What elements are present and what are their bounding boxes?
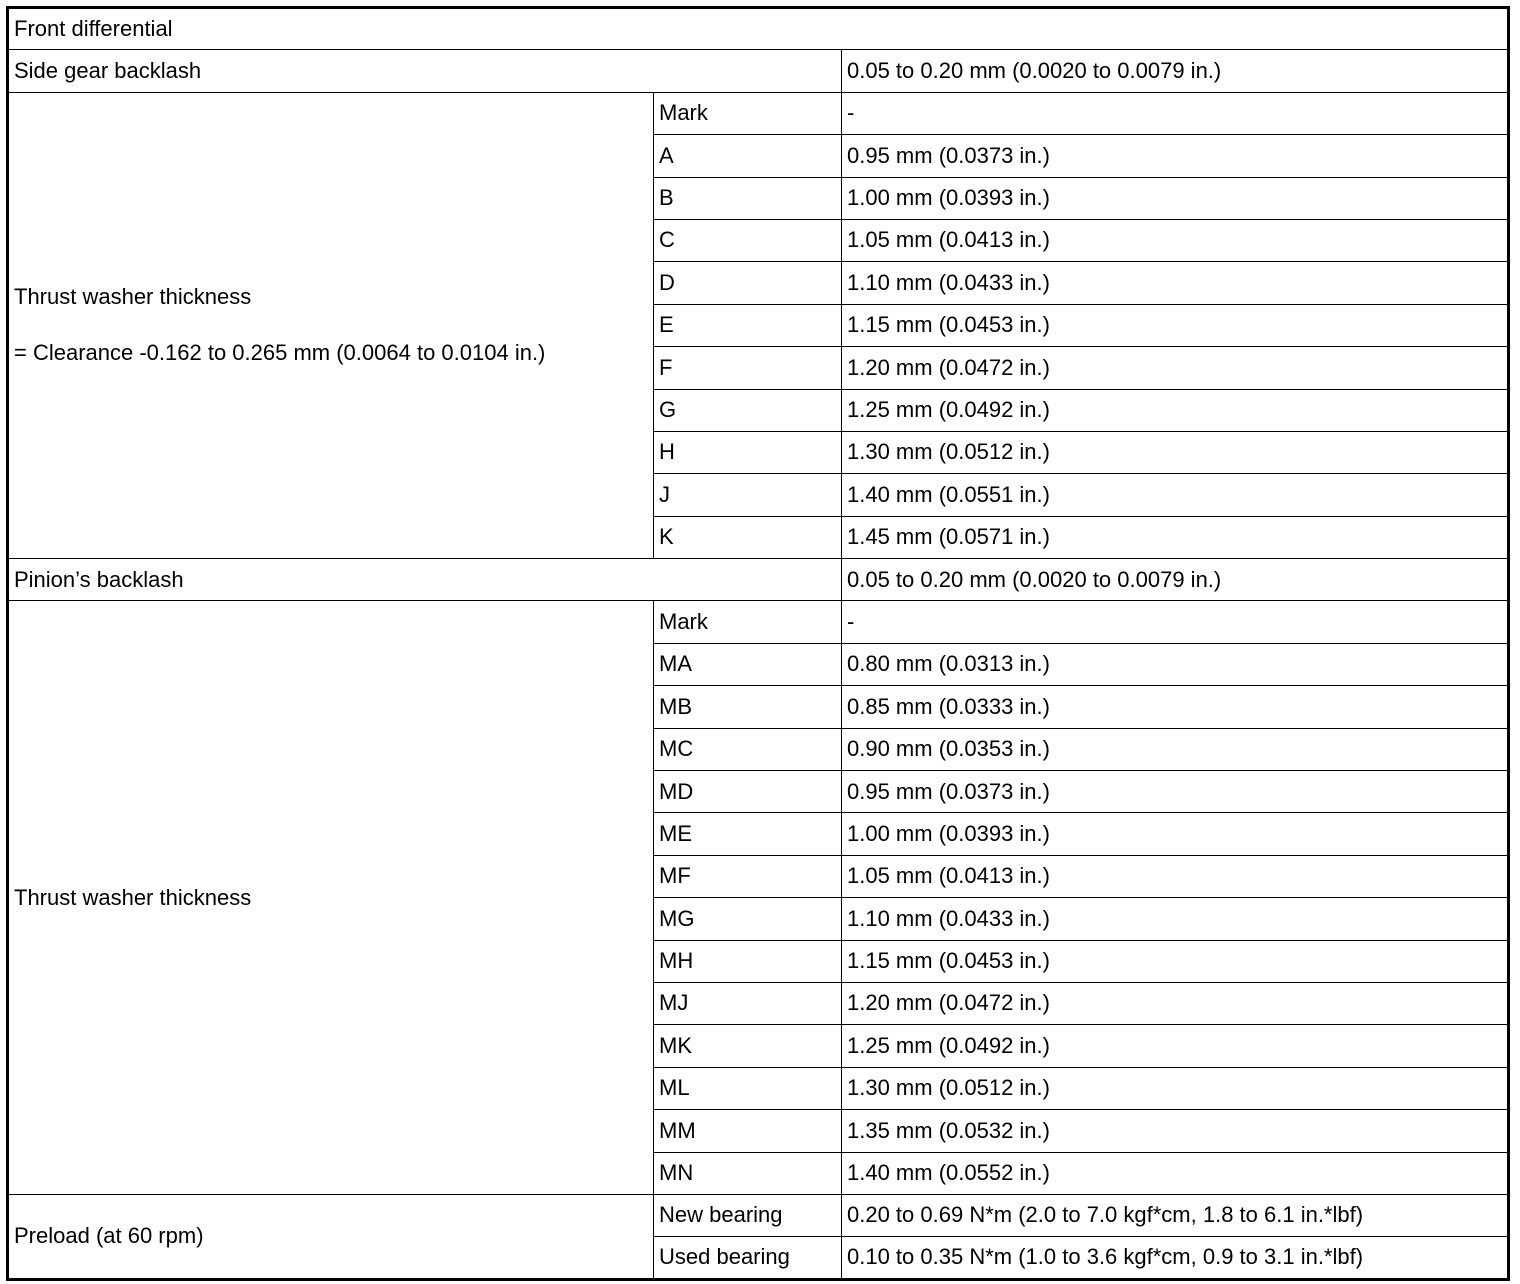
pinion-washer-mark: MD [654, 771, 842, 813]
pinion-value-header: - [842, 601, 1509, 643]
side-washer-value: 0.95 mm (0.0373 in.) [842, 135, 1509, 177]
pinion-washer-value: 0.95 mm (0.0373 in.) [842, 771, 1509, 813]
side-washer-value: 1.45 mm (0.0571 in.) [842, 516, 1509, 558]
side-thrust-washer-label-line2: = Clearance -0.162 to 0.265 mm (0.0064 to 0.0104 in.) [14, 340, 546, 366]
side-washer-value: 1.40 mm (0.0551 in.) [842, 474, 1509, 516]
pinion-washer-value: 0.85 mm (0.0333 in.) [842, 686, 1509, 728]
side-thrust-washer-label-line1: Thrust washer thickness [14, 284, 252, 310]
pinion-washer-value: 1.15 mm (0.0453 in.) [842, 940, 1509, 982]
side-thrust-washer-header-row [8, 92, 1509, 134]
side-washer-mark: D [654, 262, 842, 304]
side-washer-value: 1.15 mm (0.0453 in.) [842, 304, 1509, 346]
pinion-washer-value: 1.35 mm (0.0532 in.) [842, 1110, 1509, 1152]
side-washer-mark: J [654, 474, 842, 516]
pinion-washer-value: 1.30 mm (0.0512 in.) [842, 1067, 1509, 1109]
side-thrust-washer-label [8, 92, 654, 558]
pinion-washer-mark: ME [654, 813, 842, 855]
pinion-washer-mark: MN [654, 1152, 842, 1194]
side-mark-header: Mark [654, 92, 842, 134]
front-differential-spec-table [6, 6, 1510, 1281]
table-title-row [8, 8, 1509, 50]
side-value-header: - [842, 92, 1509, 134]
preload-condition: Used bearing [654, 1237, 842, 1279]
side-washer-value: 1.25 mm (0.0492 in.) [842, 389, 1509, 431]
side-gear-backlash-row [8, 50, 1509, 92]
pinion-washer-mark: MJ [654, 982, 842, 1024]
pinion-washer-mark: MG [654, 898, 842, 940]
side-gear-backlash-value: 0.05 to 0.20 mm (0.0020 to 0.0079 in.) [842, 50, 1509, 92]
side-washer-mark: K [654, 516, 842, 558]
pinion-backlash-row [8, 559, 1509, 601]
pinion-washer-value: 1.10 mm (0.0433 in.) [842, 898, 1509, 940]
side-gear-backlash-label: Side gear backlash [8, 50, 842, 92]
side-washer-mark: A [654, 135, 842, 177]
pinion-washer-value: 1.05 mm (0.0413 in.) [842, 855, 1509, 897]
pinion-washer-value: 1.20 mm (0.0472 in.) [842, 982, 1509, 1024]
side-washer-value: 1.00 mm (0.0393 in.) [842, 177, 1509, 219]
pinion-washer-mark: MC [654, 728, 842, 770]
pinion-mark-header: Mark [654, 601, 842, 643]
pinion-washer-mark: MK [654, 1025, 842, 1067]
side-washer-mark: F [654, 347, 842, 389]
side-washer-mark: B [654, 177, 842, 219]
preload-value: 0.10 to 0.35 N*m (1.0 to 3.6 kgf*cm, 0.9 to 3.1 in.*lbf) [842, 1237, 1509, 1279]
pinion-washer-value: 1.40 mm (0.0552 in.) [842, 1152, 1509, 1194]
side-washer-value: 1.20 mm (0.0472 in.) [842, 347, 1509, 389]
pinion-washer-value: 1.00 mm (0.0393 in.) [842, 813, 1509, 855]
preload-label: Preload (at 60 rpm) [8, 1194, 654, 1279]
side-washer-mark: G [654, 389, 842, 431]
pinion-washer-mark: ML [654, 1067, 842, 1109]
table-title: Front differential [8, 8, 1509, 50]
preload-condition: New bearing [654, 1194, 842, 1236]
pinion-backlash-label: Pinion’s backlash [8, 559, 842, 601]
side-washer-value: 1.10 mm (0.0433 in.) [842, 262, 1509, 304]
preload-value: 0.20 to 0.69 N*m (2.0 to 7.0 kgf*cm, 1.8 to 6.1 in.*lbf) [842, 1194, 1509, 1236]
side-washer-value: 1.30 mm (0.0512 in.) [842, 431, 1509, 473]
preload-row-new [8, 1194, 1509, 1236]
pinion-backlash-value: 0.05 to 0.20 mm (0.0020 to 0.0079 in.) [842, 559, 1509, 601]
side-washer-mark: E [654, 304, 842, 346]
pinion-thrust-washer-header-row [8, 601, 1509, 643]
side-washer-mark: H [654, 431, 842, 473]
side-washer-value: 1.05 mm (0.0413 in.) [842, 219, 1509, 261]
pinion-washer-value: 0.90 mm (0.0353 in.) [842, 728, 1509, 770]
pinion-washer-mark: MM [654, 1110, 842, 1152]
label-spacer [14, 310, 653, 340]
side-washer-mark: C [654, 219, 842, 261]
pinion-washer-mark: MA [654, 643, 842, 685]
pinion-washer-value: 0.80 mm (0.0313 in.) [842, 643, 1509, 685]
pinion-washer-mark: MB [654, 686, 842, 728]
pinion-washer-mark: MF [654, 855, 842, 897]
pinion-washer-mark: MH [654, 940, 842, 982]
pinion-washer-value: 1.25 mm (0.0492 in.) [842, 1025, 1509, 1067]
pinion-thrust-washer-label: Thrust washer thickness [8, 601, 654, 1194]
